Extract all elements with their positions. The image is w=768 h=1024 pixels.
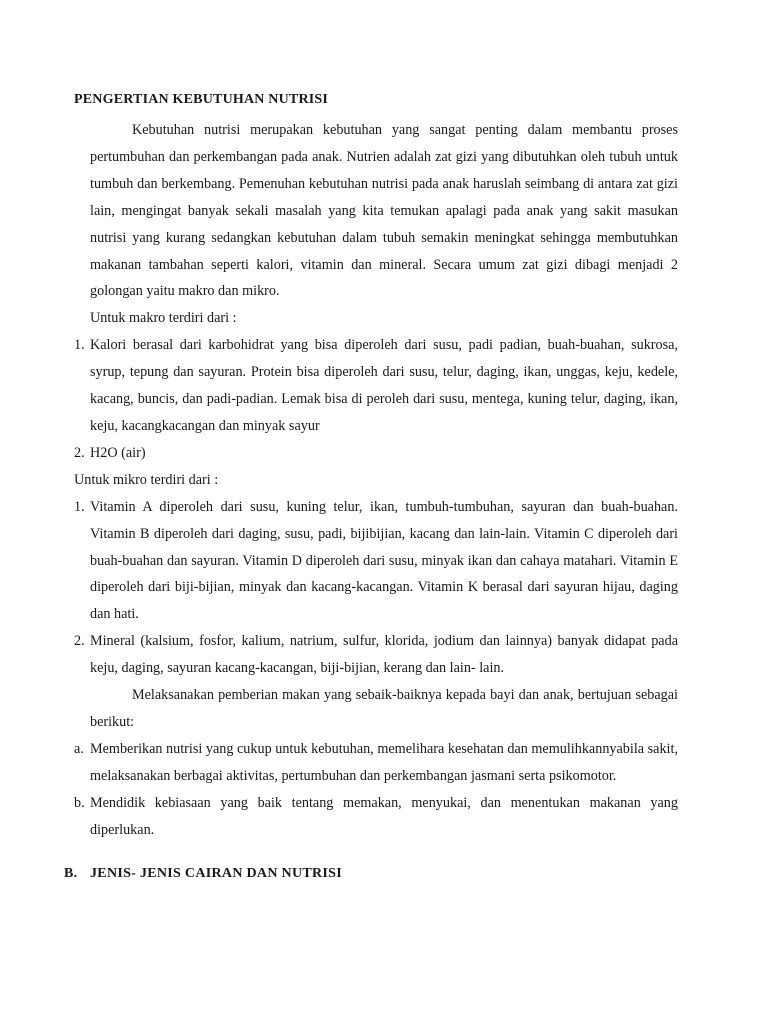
intro-paragraph: Kebutuhan nutrisi merupakan kebutuhan yang sangat penting dalam membantu proses pertumbuhan dan perkembangan pada anak. Nutrien adalah zat gizi yang dibutuhkan oleh tubuh untuk tumbuh dan berkembang. Pemenuhan kebutuhan nutrisi pada anak haruslah seimbang di antara zat gizi lain, mengingat banyak sekali masalah yang kita temukan apalagi pada anak yang sakit masukan nutrisi yang kurang sedangkan kebutuhan dalam tubuh semakin meningkat sehingga membutuhkan makanan tambahan seperti kalori, vitamin dan mineral. Secara umum zat gizi dibagi menjadi 2 golongan yaitu makro dan mikro. [90, 122, 678, 300]
list-number: 2. [74, 444, 85, 461]
list-number: 2. [74, 633, 85, 650]
list-number: 1. [74, 337, 85, 354]
list-text: Mineral (kalsium, fosfor, kalium, natrium, sulfur, klorida, jodium dan lainnya) banyak didapat pada keju, daging, sayuran kacang-kacangan, biji-bijian, kerang dan lain- lain. [90, 633, 678, 677]
spacer [74, 843, 678, 861]
document-body [64, 117, 678, 888]
section-b-heading [64, 861, 678, 888]
list-item [74, 628, 678, 682]
list-text: H2O (air) [90, 444, 146, 461]
makro-label: Untuk makro terdiri dari : [90, 310, 237, 327]
list-item [74, 332, 678, 440]
list-text: Vitamin A diperoleh dari susu, kuning telur, ikan, tumbuh-tumbuhan, sayuran dan buah-buahan. Vitamin B diperoleh dari daging, susu, padi, bijibijian, kacang dan lain-lain. Vitamin C diperoleh dari buah-buahan dan sayuran. Vitamin D diperoleh dari susu, minyak ikan dan cahaya matahari. Vitamin E diperoleh dari biji-bijian, minyak dan kacang-kacangan. Vitamin K berasal dari sayuran hijau, daging dan hati. [90, 498, 678, 623]
list-item [74, 494, 678, 629]
list-text: Memberikan nutrisi yang cukup untuk kebutuhan, memelihara kesehatan dan memulihkannyabila sakit, melaksanakan berbagai aktivitas, pertumbuhan dan perkembangan jasmani serta psikomotor. [90, 740, 678, 784]
section-heading: PENGERTIAN KEBUTUHAN NUTRISI [74, 92, 329, 107]
purpose-paragraph: Melaksanakan pemberian makan yang sebaik-baiknya kepada bayi dan anak, bertujuan sebagai berikut: [90, 687, 678, 730]
list-number: 1. [74, 498, 85, 515]
list-letter: b. [74, 794, 85, 811]
list-text: Kalori berasal dari karbohidrat yang bisa diperoleh dari susu, padi padian, buah-buahan, sukrosa, syrup, tepung dan sayuran. Protein bisa diperoleh dari susu, telur, daging, ikan, unggas, keju, kedele, kacang, buncis, dan padi-padian. Lemak bisa di peroleh dari susu, mentega, kuning telur, daging, ikan, keju, kacangkacangan dan minyak sayur [90, 337, 678, 434]
list-item [74, 440, 678, 467]
list-text: Mendidik kebiasaan yang baik tentang memakan, menyukai, dan menentukan makanan yang diperlukan. [90, 794, 678, 838]
list-letter: a. [74, 740, 84, 757]
section-title: JENIS- JENIS CAIRAN DAN NUTRISI [90, 866, 343, 882]
mikro-label: Untuk mikro terdiri dari : [74, 471, 219, 488]
section-number: B. [64, 866, 78, 882]
list-item [74, 736, 678, 790]
list-item [74, 790, 678, 844]
